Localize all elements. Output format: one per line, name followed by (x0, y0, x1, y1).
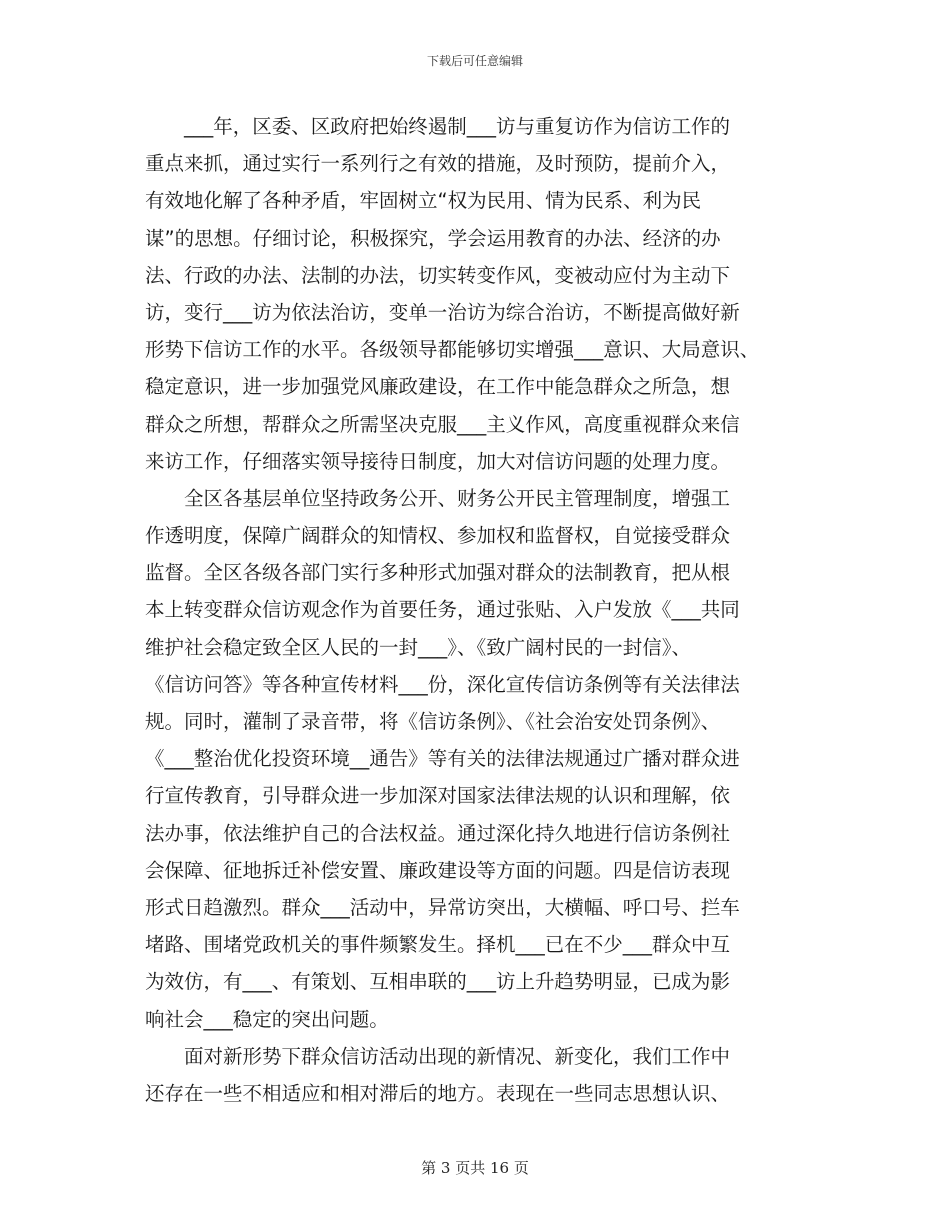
text-line: 重点来抓，通过实行一系列行之有效的措施，及时预防，提前介入， (145, 152, 731, 176)
text-line: 访，变行___访为依法治访，变单一治访为综合治访，不断提高做好新 (145, 300, 740, 324)
text-line: 形式日趋激烈。群众___活动中，异常访突出，大横幅、呼口号、拦车 (145, 895, 740, 919)
text-line: 还存在一些不相适应和相对滞后的地方。表现在一些同志思想认识、 (145, 1081, 731, 1105)
text-line: 面对新形势下群众信访活动出现的新情况、新变化，我们工作中 (145, 1044, 731, 1068)
page-header: 下载后可任意编辑 (426, 54, 523, 68)
text-line: 谋”的思想。仔细讨论，积极探究，学会运用教育的办法、经济的办 (145, 226, 721, 250)
text-line: 维护社会稳定致全区人民的一封___》、《致广阔村民的一封信》、 (145, 635, 692, 659)
text-line: ___年，区委、区政府把始终遏制___访与重复访作为信访工作的 (145, 115, 731, 138)
document-body (145, 108, 815, 1112)
text-line: 本上转变群众信访观念作为首要任务，通过张贴、入户发放《___共同 (145, 598, 740, 622)
text-line: 会保障、征地拆迁补偿安置、廉政建设等方面的问题。四是信访表现 (145, 858, 731, 882)
text-line: 为效仿，有___、有策划、互相串联的___访上升趋势明显，已成为影 (145, 970, 731, 994)
text-line: 《信访问答》等各种宣传材料___份，深化宣传信访条例等有关法律法 (145, 672, 740, 696)
text-line: 法办事，依法维护自己的合法权益。通过深化持久地进行信访条例社 (145, 821, 731, 845)
text-line: 作透明度，保障广阔群众的知情权、参加权和监督权，自觉接受群众 (145, 524, 731, 548)
text-line: 全区各基层单位坚持政务公开、财务公开民主管理制度，增强工 (145, 486, 731, 510)
text-line: 《___整治优化投资环境__通告》等有关的法律法规通过广播对群众进 (145, 747, 740, 771)
text-line: 行宣传教育，引导群众进一步加深对国家法律法规的认识和理解，依 (145, 784, 731, 808)
page-footer: 第 3 页共 16 页 (421, 1159, 529, 1177)
text-line: 响社会___稳定的突出问题。 (145, 1007, 389, 1031)
text-line: 有效地化解了各种矛盾，牢固树立“权为民用、情为民系、利为民 (145, 189, 702, 213)
text-line: 形势下信访工作的水平。各级领导都能够切实增强___意识、大局意识、 (145, 338, 760, 362)
text-line: 群众之所想，帮群众之所需坚决克服___主义作风，高度重视群众来信 (145, 412, 740, 436)
text-line: 来访工作，仔细落实领导接待日制度，加大对信访问题的处理力度。 (145, 449, 731, 473)
text-line: 规。同时，灌制了录音带，将《信访条例》、《社会治安处罚条例》、 (145, 710, 721, 733)
text-line: 监督。全区各级各部门实行多种形式加强对群众的法制教育，把从根 (145, 561, 731, 585)
text-line: 法、行政的办法、法制的办法，切实转变作风，变被动应付为主动下 (145, 263, 731, 287)
text-line: 稳定意识，进一步加强党风廉政建设，在工作中能急群众之所急，想 (145, 375, 731, 399)
text-line: 堵路、围堵党政机关的事件频繁发生。择机___已在不少___群众中互 (145, 933, 731, 957)
